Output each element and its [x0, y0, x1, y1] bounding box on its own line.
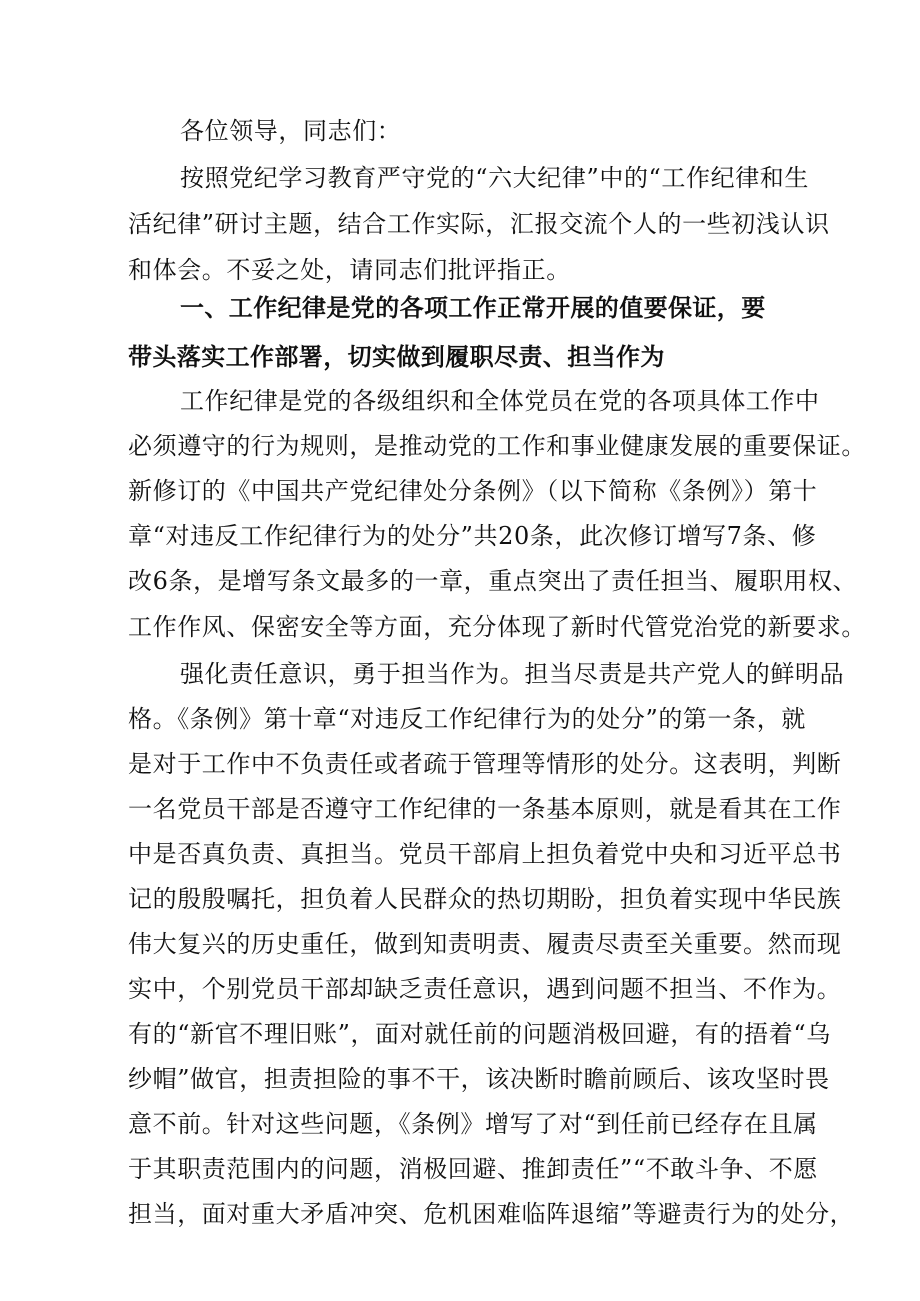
paragraph-line: 新修订的《中国共产党纪律处分条例》（以下简称《条例》）第十 [128, 477, 818, 505]
section-heading: 带头落实工作部署，切实做到履职尽责、担当作为 [128, 343, 665, 371]
intro-line: 和体会。不妥之处，请同志们批评指正。 [128, 256, 571, 284]
paragraph-line: 记的殷殷嘱托，担负着人民群众的热切期盼，担负着实现中华民族 [128, 885, 842, 913]
salutation: 各位领导，同志们： [180, 117, 402, 145]
paragraph-line: 伟大复兴的历史重任，做到知责明责、履责尽责至关重要。然而现 [128, 930, 842, 958]
paragraph-line: 有的“新官不理旧账”，面对就任前的问题消极回避，有的捂着“乌 [128, 1020, 831, 1048]
paragraph-line: 担当，面对重大矛盾冲突、危机困难临阵退缩”等避责行为的处分， [128, 1200, 855, 1228]
paragraph-line: 工作作风、保密安全等方面，充分体现了新时代管党治党的新要求。 [128, 613, 866, 641]
intro-line: 按照党纪学习教育严守党的“六大纪律”中的“工作纪律和生 [180, 164, 810, 192]
paragraph-line: 意不前。针对这些问题，《条例》增写了对“到任前已经存在且属 [128, 1110, 818, 1138]
paragraph-line: 中是否真负责、真担当。党员干部肩上担负着党中央和习近平总书 [128, 840, 842, 868]
paragraph-line: 工作纪律是党的各级组织和全体党员在党的各项具体工作中 [180, 387, 820, 415]
paragraph-line: 强化责任意识，勇于担当作为。担当尽责是共产党人的鲜明品 [180, 660, 845, 688]
paragraph-line: 是对于工作中不负责任或者疏于管理等情形的处分。这表明，判断 [128, 750, 842, 778]
paragraph-line: 章“对违反工作纪律行为的处分”共20条，此次修订增写7条、修 [128, 522, 817, 550]
paragraph-line: 一名党员干部是否遵守工作纪律的一条基本原则，就是看其在工作 [128, 795, 842, 823]
paragraph-line: 必须遵守的行为规则，是推动党的工作和事业健康发展的重要保证。 [128, 432, 866, 460]
intro-line: 活纪律”研讨主题，结合工作实际，汇报交流个人的一些初浅认识 [128, 210, 830, 238]
section-heading: 一、工作纪律是党的各项工作正常开展的值要保证，要 [180, 294, 766, 322]
paragraph-line: 实中，个别党员干部却缺乏责任意识，遇到问题不担当、不作为。 [128, 975, 842, 1003]
paragraph-line: 纱帽”做官，担责担险的事不干，该决断时瞻前顾后、该攻坚时畏 [128, 1065, 830, 1093]
paragraph-line: 格。《条例》第十章“对违反工作纪律行为的处分”的第一条，就 [128, 705, 806, 733]
paragraph-line: 改6条，是增写条文最多的一章，重点突出了责任担当、履职用权、 [128, 567, 858, 595]
paragraph-line: 于其职责范围内的问题，消极回避、推卸责任”“不敢斗争、不愿 [128, 1155, 818, 1183]
